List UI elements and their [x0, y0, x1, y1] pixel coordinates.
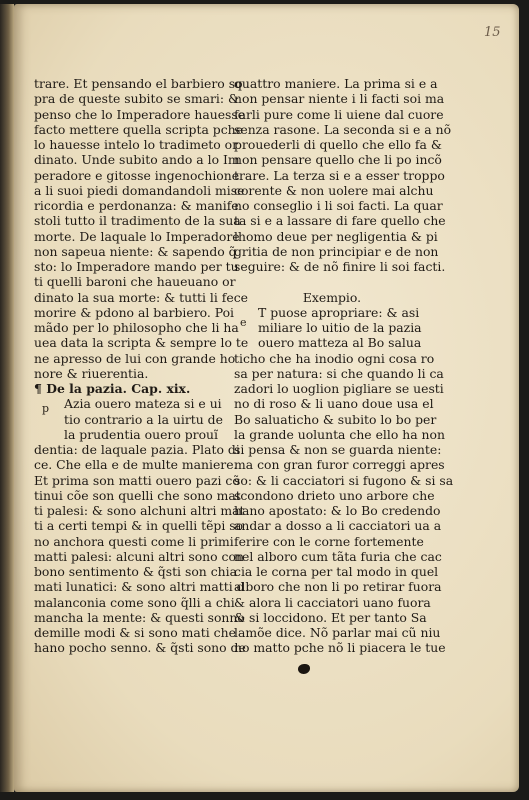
text-line: miliare lo uitio de la pazia: [258, 320, 422, 335]
folio-number: 15: [484, 25, 501, 40]
text-line: si pensa & non se guarda niente:: [234, 442, 442, 457]
right-text-column: [234, 76, 454, 656]
text-line: & si loccidono. Et per tanto Sa: [234, 609, 427, 625]
text-line: tio contrario a la uirtu de: [64, 411, 223, 427]
text-line: no anchora questi come li primi: [34, 533, 234, 549]
text-line: tinui cõe son quelli che sono mat: [34, 487, 241, 503]
text-line: ti palesi: & sono alchuni altri mat: [34, 503, 245, 518]
text-line: hano apostato: & lo Bo credendo: [234, 503, 441, 518]
right-margin-initial: e: [240, 316, 247, 329]
text-line: andar a dosso a li cacciatori ua a: [234, 518, 442, 534]
text-line: ce. Che ella e de multe maniere.: [34, 457, 238, 473]
text-line: ma con gran furor correggi apres: [234, 457, 445, 473]
text-line: senza rasone. La seconda si e a nõ: [234, 121, 452, 137]
text-line: penso che lo Imperadore hauesse: [34, 106, 246, 122]
text-line: dinato la sua morte: & tutti li fece: [34, 289, 248, 305]
text-line: ticho che ha inodio ogni cosa ro: [234, 350, 435, 366]
text-line: ¶ De la pazia. Cap. xix.: [34, 381, 191, 396]
text-line: corente & non uolere mai alchu: [234, 182, 434, 198]
text-line: sto: lo Imperadore mando per tu: [34, 259, 239, 274]
text-line: ne apresso de lui con grande ho: [34, 350, 236, 366]
text-line: uea data la scripta & sempre lo te: [34, 335, 249, 351]
text-line: ricordia e perdonanza: & manife: [34, 198, 239, 213]
text-line: Azia ouero mateza si e ui: [64, 396, 222, 412]
text-line: scondono drieto uno arbore che: [234, 487, 435, 503]
text-line: Exempio.: [302, 289, 362, 305]
text-line: la prudentia ouero prouĩ: [64, 426, 218, 442]
text-line: sa per natura: si che quando li ca: [234, 365, 444, 381]
book-gutter: [0, 4, 14, 792]
text-line: seguire: & de nõ finire li soi facti.: [234, 259, 446, 274]
text-line: zadori lo uoglion pigliare se uesti: [234, 381, 444, 396]
left-text-column: [34, 76, 249, 656]
text-line: trare. Et pensando el barbiero so: [34, 76, 243, 91]
text-line: lo hauesse intelo lo tradimeto or: [34, 137, 239, 152]
text-line: prouederli di quello che ello fa &: [234, 137, 442, 152]
text-line: stoli tutto il tradimento de la sua: [34, 213, 241, 229]
text-line: so: & li cacciatori si fugono & si sa: [234, 472, 454, 488]
text-line: lhomo deue per negligentia & pi: [234, 228, 438, 244]
text-line: ta si e a lassare di fare quello che: [234, 213, 446, 229]
text-line: mãdo per lo philosopho che li ha: [34, 320, 239, 335]
text-line: mancha la mente: & questi sonno: [34, 609, 245, 625]
text-line: pra de queste subito se smari: &: [34, 91, 240, 107]
text-line: no di roso & li uano doue usa el: [234, 396, 434, 412]
text-line: peradore e gitosse ingenochione: [34, 167, 240, 183]
text-line: Bo saluaticho & subito lo bo per: [234, 411, 437, 427]
text-line: nel alboro cum tãta furia che cac: [234, 548, 442, 564]
text-line: ti quelli baroni che haueuano or: [34, 274, 236, 290]
text-line: quattro maniere. La prima si e a: [234, 76, 438, 91]
text-line: morire & pdono al barbiero. Poi: [34, 304, 235, 320]
text-line: malanconia come sono q̃lli a chi: [34, 594, 235, 610]
text-line: ti a certi tempi & in quelli tẽpi so: [34, 518, 244, 534]
text-line: alboro che non li po retirar fuora: [234, 579, 442, 595]
text-line: gritia de non principiar e de non: [234, 243, 439, 259]
text-line: dinato. Unde subito ando a lo Im: [34, 152, 240, 168]
text-line: demille modi & si sono mati che: [34, 625, 236, 640]
text-line: bono sentimento & q̃sti son chia: [34, 564, 237, 579]
text-line: ouero matteza al Bo salua: [258, 335, 422, 351]
text-line: cia le corna per tal modo in quel: [234, 564, 439, 579]
text-line: hano pocho senno. & q̃sti sono de: [34, 640, 246, 656]
text-line: matti palesi: alcuni altri sono con: [34, 548, 244, 564]
text-line: farli pure come li uiene dal cuore: [234, 106, 444, 122]
text-line: non pensare quello che li po incõ: [234, 152, 442, 168]
text-line: morte. De laquale lo Imperadore: [34, 228, 240, 244]
text-line: Et prima son matti ouero pazi cõ: [34, 472, 240, 488]
text-line: non pensar niente i li facti soi ma: [234, 91, 445, 107]
text-line: dentia: de laquale pazia. Plato di: [34, 442, 240, 457]
text-line: nore & riuerentia.: [34, 365, 149, 381]
text-line: & alora li cacciatori uano fuora: [234, 594, 431, 610]
text-line: facto mettere quella scripta pche: [34, 121, 243, 137]
text-line: non sapeua niente: & sapendo q̃: [34, 243, 237, 259]
text-line: mati lunatici: & sono altri matti d: [34, 579, 245, 595]
text-line: T puose apropriare: & asi: [258, 304, 420, 320]
text-line: ferire con le corne fortemente: [234, 533, 424, 549]
text-line: [234, 274, 430, 289]
left-margin-initial: p: [42, 402, 50, 415]
text-line: lamõe dice. Nõ parlar mai cũ niu: [234, 625, 441, 640]
text-line: a li suoi piedi domandandoli mise: [34, 182, 245, 198]
text-line: la grande uolunta che ello ha non: [234, 426, 445, 442]
text-line: trare. La terza si e a esser troppo: [234, 167, 445, 183]
text-line: no matto pche nõ li piacera le tue: [234, 640, 446, 656]
text-line: no conseglio i li soi facti. La quar: [234, 198, 443, 213]
